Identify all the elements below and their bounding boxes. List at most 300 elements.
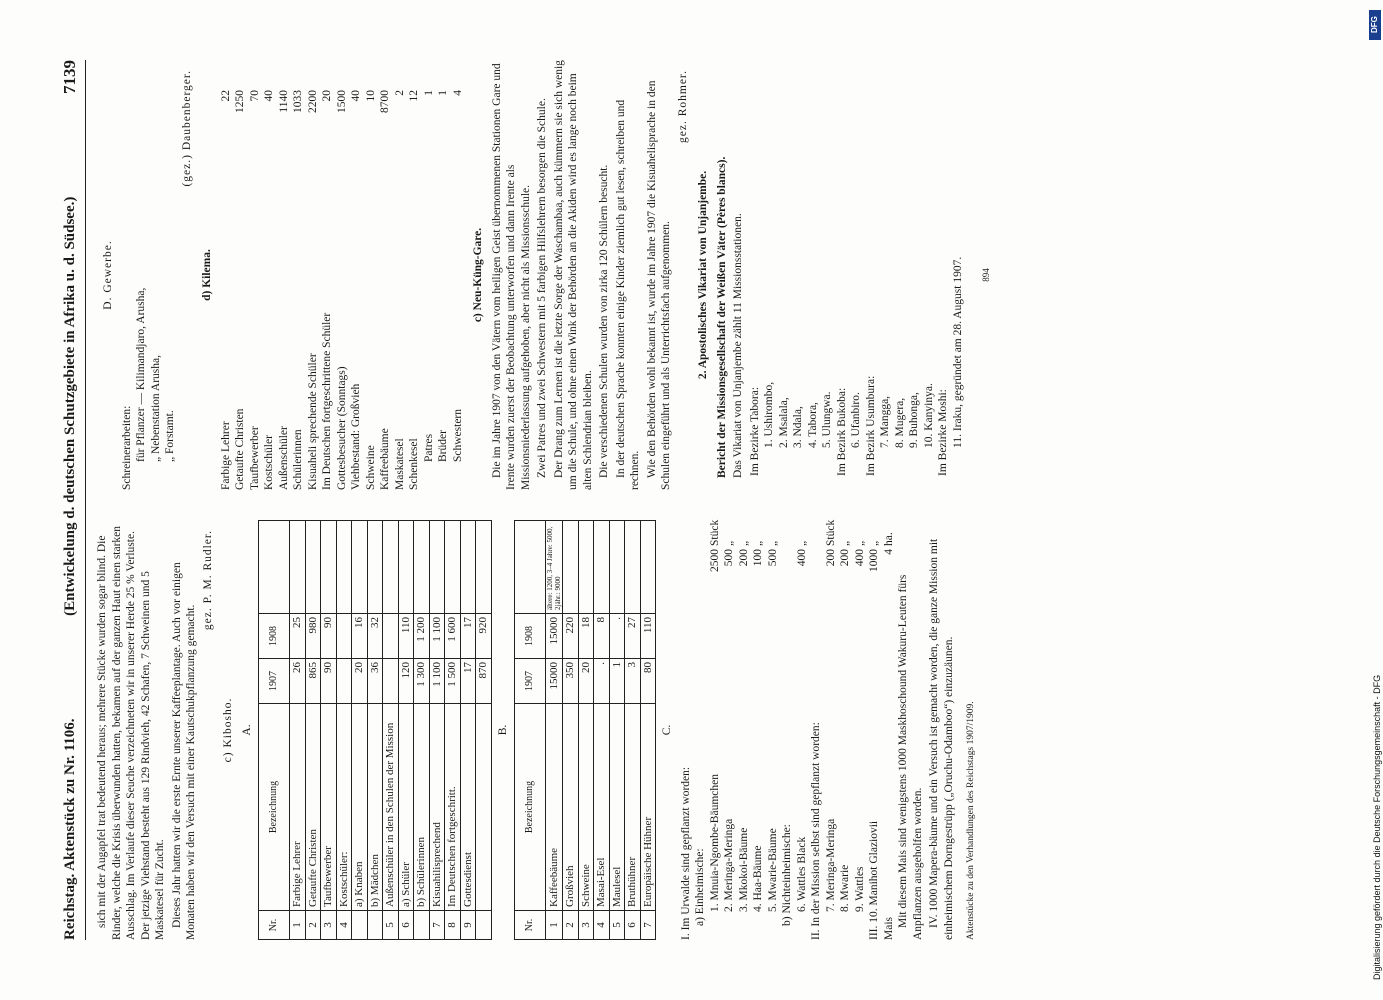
cell-empty (429, 521, 445, 614)
table-row (398, 521, 414, 940)
cell-nr: 5 (609, 911, 625, 940)
cell-1907: 36 (367, 659, 383, 704)
item-value: 1033 (292, 90, 304, 113)
table-row (290, 521, 306, 940)
item-value: 100 (752, 549, 764, 567)
item-unit: „ (795, 540, 808, 546)
item-value: 12 (408, 90, 420, 102)
table-row (625, 521, 641, 940)
table-row (352, 521, 368, 940)
cell-empty (367, 521, 383, 614)
section-kibosho-title: c) Kibosho. (222, 697, 234, 763)
table-a-header-nr: Nr. (259, 911, 290, 940)
planted-b-title: b) Nichteinheimische: (781, 824, 793, 926)
list-item (393, 60, 408, 490)
planted-text-2: IV. 1000 Mapera-bäume und ein Versuch ist gemacht worden, die ganze Mission mit einheimischem Dorngestrüpp („Oruchu-Odamboo“) einzuzäunen. (928, 538, 955, 940)
item-value: 8700 (379, 90, 391, 113)
neukuengare-text (490, 60, 674, 490)
cell-name: Getaufte Christen (305, 704, 321, 911)
cell-1908: 220 (563, 614, 579, 659)
item-value: 1500 (335, 90, 348, 113)
table-row (336, 521, 352, 940)
item-amount (766, 520, 781, 619)
section-2-text: Das Vikariat von Unjanjembe zählt 11 Missionsstationen. (732, 213, 744, 478)
section-neukuengare-title: c) Neu-Küng-Gare. (472, 227, 484, 323)
item-label: Im Deutschen fortgeschrittene Schüler (321, 312, 333, 490)
header-page-number: 7139 (60, 60, 79, 94)
table-row (546, 521, 563, 940)
item-unit: „ (752, 540, 764, 546)
item-value: 4 (882, 549, 895, 555)
cell-name: b) Mädchen (367, 704, 383, 911)
cell-nr: 9 (460, 911, 476, 940)
cell-1908: 1 200 (414, 614, 430, 659)
table-a-header-1907: 1907 (259, 659, 290, 704)
list-item (824, 520, 839, 940)
districts-list (748, 60, 966, 490)
cell-note (578, 521, 594, 614)
section-2-subtitle: Bericht der Missionsgesellschaft der Weißen Väter (Pères blancs). (715, 156, 728, 478)
cell-name: Europäische Hühner (640, 704, 656, 911)
district-item: 9. Buhonga, (908, 392, 920, 448)
item-amount (722, 520, 737, 619)
item-value: 500 (766, 549, 779, 567)
cell-1908: 1 600 (445, 614, 461, 659)
paragraph: Der Drang zum Lernen ist die letzte Sorge der Waschambaa, auch kümmern sie sich wenig um die Schule, und ohne einen Wink der Behörden an die Akiden wird es lange noch beim alten Schlendrian bleiben. (552, 60, 594, 490)
item-value: 20 (321, 90, 333, 102)
cell-name: Kostschüler: (336, 704, 352, 911)
table-a-body (290, 521, 492, 940)
item-label: Kostschüler (263, 435, 275, 490)
cell-1908: 110 (398, 614, 414, 659)
cell-name: Kisuahilisprechend (429, 704, 445, 911)
signature-rudler: gez. P. M. Rudler. (201, 530, 214, 631)
cell-empty (336, 521, 352, 614)
item-amount (824, 520, 839, 619)
list-item (882, 520, 897, 940)
list-item (867, 520, 882, 940)
table-row (640, 521, 656, 940)
signature-rohmer: gez. Rohmer. (676, 70, 689, 143)
item-value: 400 (795, 549, 808, 567)
cell-nr: 1 (546, 911, 563, 940)
cell-empty (290, 521, 306, 614)
item-value: 40 (263, 90, 275, 102)
gewerbe-line-3: „ Forstamt. (164, 410, 176, 462)
item-amount (795, 520, 810, 619)
cell-1907: 3 (625, 659, 641, 704)
cell-nr: 5 (383, 911, 399, 940)
cell-note (609, 521, 625, 614)
cell-name: Großvieh (563, 704, 579, 911)
cell-1908: 32 (367, 614, 383, 659)
cell-nr: 6 (398, 911, 414, 940)
planted-ii-title: II. In der Mission selbst sind gepflanzt worden: (810, 722, 822, 940)
district-item: 5. Ulungwa. (821, 391, 833, 448)
item-unit: Stück (824, 519, 837, 546)
list-item (349, 60, 364, 490)
cell-name: Masai-Esel (594, 704, 610, 911)
cell-name: Farbige Lehrer (290, 704, 306, 911)
district-item: 7. Mangga, (879, 395, 891, 448)
table-b-header-name: Bezeichnung (515, 704, 546, 911)
paragraph: In der deutschen Sprache konnten einige Kinder ziemlich gut lesen, schreiben und rechnen. (614, 99, 641, 490)
item-label: III. 10. Manihot Glaziovii (868, 820, 880, 940)
item-amount (838, 520, 853, 619)
table-a-header-empty (259, 521, 290, 614)
cell-1907 (383, 659, 399, 704)
cell-nr (476, 911, 492, 940)
cell-nr: 4 (594, 911, 610, 940)
item-value: 500 (723, 549, 735, 567)
item-label: 9. Wattles (853, 866, 866, 912)
cell-name: Kaffeebäume (546, 704, 563, 911)
header-left: Reichstag. Aktenstück zu Nr. 1106. (61, 718, 78, 940)
cell-1908: 27 (625, 614, 641, 659)
gewerbe-line-0: Schreinerarbeiten: (120, 405, 133, 490)
section-2-title: 2. Apostolisches Vikariat von Unjanjembe. (697, 170, 709, 380)
item-label: 4. Haa-Bäume (752, 845, 764, 912)
item-value: 2 (393, 90, 406, 96)
table-row (476, 521, 492, 940)
item-label: 8. Mwarie (839, 864, 851, 912)
cell-1908: 25 (290, 614, 306, 659)
item-label: Farbige Lehrer (219, 421, 232, 490)
cell-1908: 15000 (546, 614, 563, 659)
table-row (445, 521, 461, 940)
cell-nr (367, 911, 383, 940)
item-label: Außenschüler (277, 426, 290, 490)
cell-1907: 1 300 (414, 659, 430, 704)
cell-nr (414, 911, 430, 940)
planted-a-list (708, 520, 781, 940)
cell-empty (305, 521, 321, 614)
item-value: 4 (451, 90, 464, 96)
planted-b-list (795, 520, 810, 940)
cell-nr: 3 (321, 911, 337, 940)
section-kilema-title: d) Kilema. (201, 249, 213, 301)
cell-name: Maulesel (609, 704, 625, 911)
intro-paragraph-1: sich mit der Augapfel trat bedeutend heraus; mehrere Stücke wurden sogar blind. Die Rinder, welche die Krisis überwunden hatten, bekamen auf der ganzen Haut einen starken Ausschlag. Im Verlaufe dieser Seuche verzeichneten wir in unserer Herde 25 % Verluste. Der jetzige Viehstand besteht aus 129 Rindvieh, 42 Schafen, 7 Schweinen und 5 Maskatesel für Zucht. (96, 525, 166, 940)
planted-ii-list (824, 520, 868, 940)
page-footer-number: 894 (981, 268, 991, 282)
item-unit: „ (853, 540, 866, 546)
cell-empty (398, 521, 414, 614)
item-value: 1250 (234, 90, 246, 113)
list-item (737, 520, 752, 940)
item-amount (708, 520, 723, 619)
cell-nr: 3 (578, 911, 594, 940)
item-unit: „ (766, 540, 779, 546)
cell-name: Gottesdienst (460, 704, 476, 911)
table-b-header-1908: 1908 (515, 614, 546, 659)
cell-note: ältere: 1200, 3–4 Jahre: 5000, 2jähr.: 9000 (546, 521, 563, 614)
item-label: Gottesbesucher (Sonntags) (335, 366, 348, 490)
cell-1907: 1 500 (445, 659, 461, 704)
item-unit: „ (839, 540, 851, 546)
footnote: Aktenstücke zu den Verhandlungen des Reichstags 1907/1909. (966, 701, 976, 940)
cell-1907: 1 (609, 659, 625, 704)
cell-name: a) Schüler (398, 704, 414, 911)
cell-1907: 865 (305, 659, 321, 704)
table-row (367, 521, 383, 940)
item-label: 7. Meringa-Meringa (824, 818, 837, 912)
item-label: 6. Wattles Black (795, 836, 808, 912)
cell-1908: 90 (321, 614, 337, 659)
list-item (364, 60, 379, 490)
cell-nr: 7 (640, 911, 656, 940)
list-item (422, 60, 437, 490)
item-value: 200 (737, 549, 750, 567)
item-value: 1 (437, 90, 449, 96)
cell-1908: 8 (594, 614, 610, 659)
item-unit: Stück (708, 519, 721, 546)
table-row (414, 521, 430, 940)
planted-title: I. Im Urwalde sind gepflanzt worden: (679, 766, 692, 940)
kilema-list (219, 60, 466, 490)
item-label: Maskatesel (393, 438, 406, 490)
table-row (429, 521, 445, 940)
paragraph: Die im Jahre 1907 von den Vätern vom heiligen Geist übernommenen Stationen Gare und Irente wurden zuerst der Beobachtung unterworfen und dann Irente als Missionsniederlassung aufgehoben, aber nicht als Missionsschule. (490, 63, 532, 490)
item-label: Viehbestand: Großvieh (350, 383, 362, 490)
item-value: 200 (824, 549, 837, 567)
planted-iii-list (867, 520, 896, 940)
district-item: 1. Ushirombo, (763, 381, 775, 448)
planted-a-title: a) Einheimische: (694, 848, 706, 926)
cell-empty (352, 521, 368, 614)
cell-nr: 8 (445, 911, 461, 940)
district-item: 10. Kanyinya. (922, 383, 935, 448)
gewerbe-line-1: für Pflanzer — Kilimandjaro, Arusha, (135, 287, 147, 462)
table-b-header-1907: 1907 (515, 659, 546, 704)
cell-1907: 17 (460, 659, 476, 704)
table-b (514, 520, 656, 940)
cell-note (563, 521, 579, 614)
district-title: Im Bezirk Usumbura: (864, 375, 877, 476)
list-item (262, 60, 277, 490)
cell-nr (352, 911, 368, 940)
cell-1907: 20 (352, 659, 368, 704)
district-item: 3. Ndala, (792, 406, 804, 448)
item-value: 1000 (868, 549, 880, 572)
table-row (383, 521, 399, 940)
intro-paragraph-2: Dieses Jahr hatten wir die erste Ernte unserer Kaffeeplantage. Auch vor einigen Monaten haben wir den Versuch mit einer Kautschukpflanzung gemacht. (170, 562, 197, 940)
item-value: 40 (350, 90, 362, 102)
item-label: Kaffeebäume (379, 428, 391, 490)
cell-empty (414, 521, 430, 614)
list-item (248, 60, 263, 490)
district-title: Im Bezirk Bukoba: (835, 387, 848, 476)
cell-empty (321, 521, 337, 614)
district-item: 2. Msalala, (777, 397, 790, 448)
item-value: 200 (839, 549, 851, 567)
cell-1908: 17 (460, 614, 476, 659)
cell-name: Bruthühner (625, 704, 641, 911)
list-item (407, 60, 422, 490)
item-value: 2200 (306, 90, 319, 113)
paragraph: Die verschiedenen Schulen wurden von zirka 120 Schülern besucht. (598, 164, 610, 478)
gewerbe-line-2: „ Nebenstation Arusha, (149, 355, 162, 462)
cell-1907: 20 (578, 659, 594, 704)
item-unit: „ (723, 540, 735, 546)
cell-empty (383, 521, 399, 614)
item-label: Taufbewerber (248, 426, 261, 490)
table-b-header-note (515, 521, 546, 614)
rotated-document-page (55, 60, 1325, 940)
cell-empty (476, 521, 492, 614)
list-item (436, 60, 451, 490)
cell-1907: 120 (398, 659, 414, 704)
cell-note (640, 521, 656, 614)
cell-1908: 110 (640, 614, 656, 659)
list-item (838, 520, 853, 940)
item-label: 3. Mkokoi-Bäume (737, 827, 750, 912)
cell-1907: 15000 (546, 659, 563, 704)
cell-name: Außenschüler in den Schulen der Mission (383, 704, 399, 911)
table-row (578, 521, 594, 940)
cell-1907: 26 (290, 659, 306, 704)
cell-nr: 1 (290, 911, 306, 940)
district-title: Im Bezirke Moshi: (937, 389, 949, 476)
page-header (55, 60, 86, 940)
list-item (795, 520, 810, 940)
cell-nr: 2 (563, 911, 579, 940)
cell-1907: 80 (640, 659, 656, 704)
dfg-sidebar-text: Digitalisierung gefördert durch die Deutsche Forschungsgemeinschaft - DFG (1372, 674, 1382, 980)
item-label: Schwestern (451, 408, 464, 462)
list-item (451, 60, 466, 490)
list-item (277, 60, 292, 490)
item-label: 2. Meringa-Meringa (723, 818, 735, 912)
cell-1908: 1 100 (429, 614, 445, 659)
item-unit: „ (868, 540, 880, 546)
cell-nr: 6 (625, 911, 641, 940)
paragraph: Zwei Patres und zwei Schwestern mit 5 farbigen Hilfslehrern besorgen die Schule. (536, 98, 548, 478)
table-b-header-nr: Nr. (515, 911, 546, 940)
paragraph: Wie den Behörden wohl bekannt ist, wurde im Jahre 1907 die Kisuahelisprache in den Schulen eingeführt und als Unterrichtsfach aufgenommen. (645, 80, 672, 490)
list-item (306, 60, 321, 490)
signature-daubenberger: (gez.) Daubenberger. (180, 70, 193, 187)
cell-1907: 1 100 (429, 659, 445, 704)
item-value: 1 (422, 90, 435, 96)
table-row (594, 521, 610, 940)
table-b-body (546, 521, 656, 940)
table-a-header-1908: 1908 (259, 614, 290, 659)
item-label: 1. Mnuia-Ngombe-Bäumchen (708, 774, 721, 912)
list-item (233, 60, 248, 490)
item-label: 5. Mwarie-Bäume (766, 828, 779, 912)
item-label: Getaufte Christen (234, 408, 246, 490)
item-value: 10 (364, 90, 377, 102)
table-a-caption: A. (240, 724, 253, 736)
item-amount (867, 520, 882, 619)
planted-text-1: Mit diesem Mais sind wenigstens 1000 Maskhoschound Wakuru-Leuten fürs Anpflanzen ausgeholfen worden. (897, 574, 924, 940)
item-label: Schülerinnen (292, 429, 304, 490)
cell-1907: 870 (476, 659, 492, 704)
cell-note (594, 521, 610, 614)
cell-name: Im Deutschen fortgeschritt. (445, 704, 461, 911)
cell-nr: 2 (305, 911, 321, 940)
list-item (722, 520, 737, 940)
item-amount (882, 520, 897, 619)
table-row (609, 521, 625, 940)
list-item (708, 520, 723, 940)
district-item: 6. Ufanbiro. (850, 392, 862, 448)
table-a-header-name: Bezeichnung (259, 704, 290, 911)
cell-name: Schweine (578, 704, 594, 911)
cell-note (625, 521, 641, 614)
district-item: 4. Tabora, (806, 402, 819, 448)
table-row (563, 521, 579, 940)
list-item (291, 60, 306, 490)
item-value: 1140 (277, 90, 290, 113)
cell-1908: 980 (305, 614, 321, 659)
cell-1908 (336, 614, 352, 659)
item-value: 2500 (708, 549, 721, 572)
cell-1907 (336, 659, 352, 704)
cell-1908: . (609, 614, 625, 659)
section-d-title: D. Gewerbe. (102, 240, 114, 310)
item-label: Schweine (364, 445, 377, 490)
item-label: Mais (882, 917, 895, 940)
dfg-logo: DFG (1369, 10, 1381, 40)
cell-empty (460, 521, 476, 614)
table-b-caption: B. (496, 724, 509, 736)
district-item: 8. Mugera, (893, 397, 906, 448)
list-item (378, 60, 393, 490)
cell-name: Taufbewerber (321, 704, 337, 911)
item-amount (737, 520, 752, 619)
cell-nr: 4 (336, 911, 352, 940)
item-label: Brüder (437, 430, 449, 462)
item-value: 22 (219, 90, 232, 102)
cell-nr: 7 (429, 911, 445, 940)
cell-name: a) Knaben (352, 704, 368, 911)
item-value: 400 (853, 549, 866, 567)
list-item (219, 60, 234, 490)
table-a (258, 520, 492, 940)
item-unit: ha. (882, 532, 895, 546)
item-label: Schenkesel (408, 438, 420, 490)
item-label: Patres (422, 433, 435, 462)
cell-1907: 90 (321, 659, 337, 704)
table-row (305, 521, 321, 940)
cell-1908: 920 (476, 614, 492, 659)
cell-name: b) Schülerinnen (414, 704, 430, 911)
table-row (460, 521, 476, 940)
cell-1907: . (594, 659, 610, 704)
list-item (335, 60, 350, 490)
cell-name (476, 704, 492, 911)
section-c-caption: C. (661, 724, 673, 736)
left-column (95, 520, 979, 940)
item-value: 70 (248, 90, 261, 102)
cell-empty (445, 521, 461, 614)
cell-1908: 16 (352, 614, 368, 659)
header-center: (Entwickelung d. deutschen Schutzgebiete in Afrika u. d. Südsee.) (61, 196, 78, 616)
district-title: Im Bezirke Tabora: (748, 386, 761, 476)
item-label: Kisuaheli sprechende Schüler (306, 353, 319, 490)
cell-1908: 18 (578, 614, 594, 659)
item-amount (751, 520, 766, 619)
item-amount (853, 520, 868, 619)
right-column (95, 60, 994, 490)
list-item (766, 520, 781, 940)
cell-1908 (383, 614, 399, 659)
cell-1907: 350 (563, 659, 579, 704)
item-unit: „ (737, 540, 750, 546)
district-item: 11. Iraku, gegründet am 28. August 1907. (951, 256, 964, 448)
